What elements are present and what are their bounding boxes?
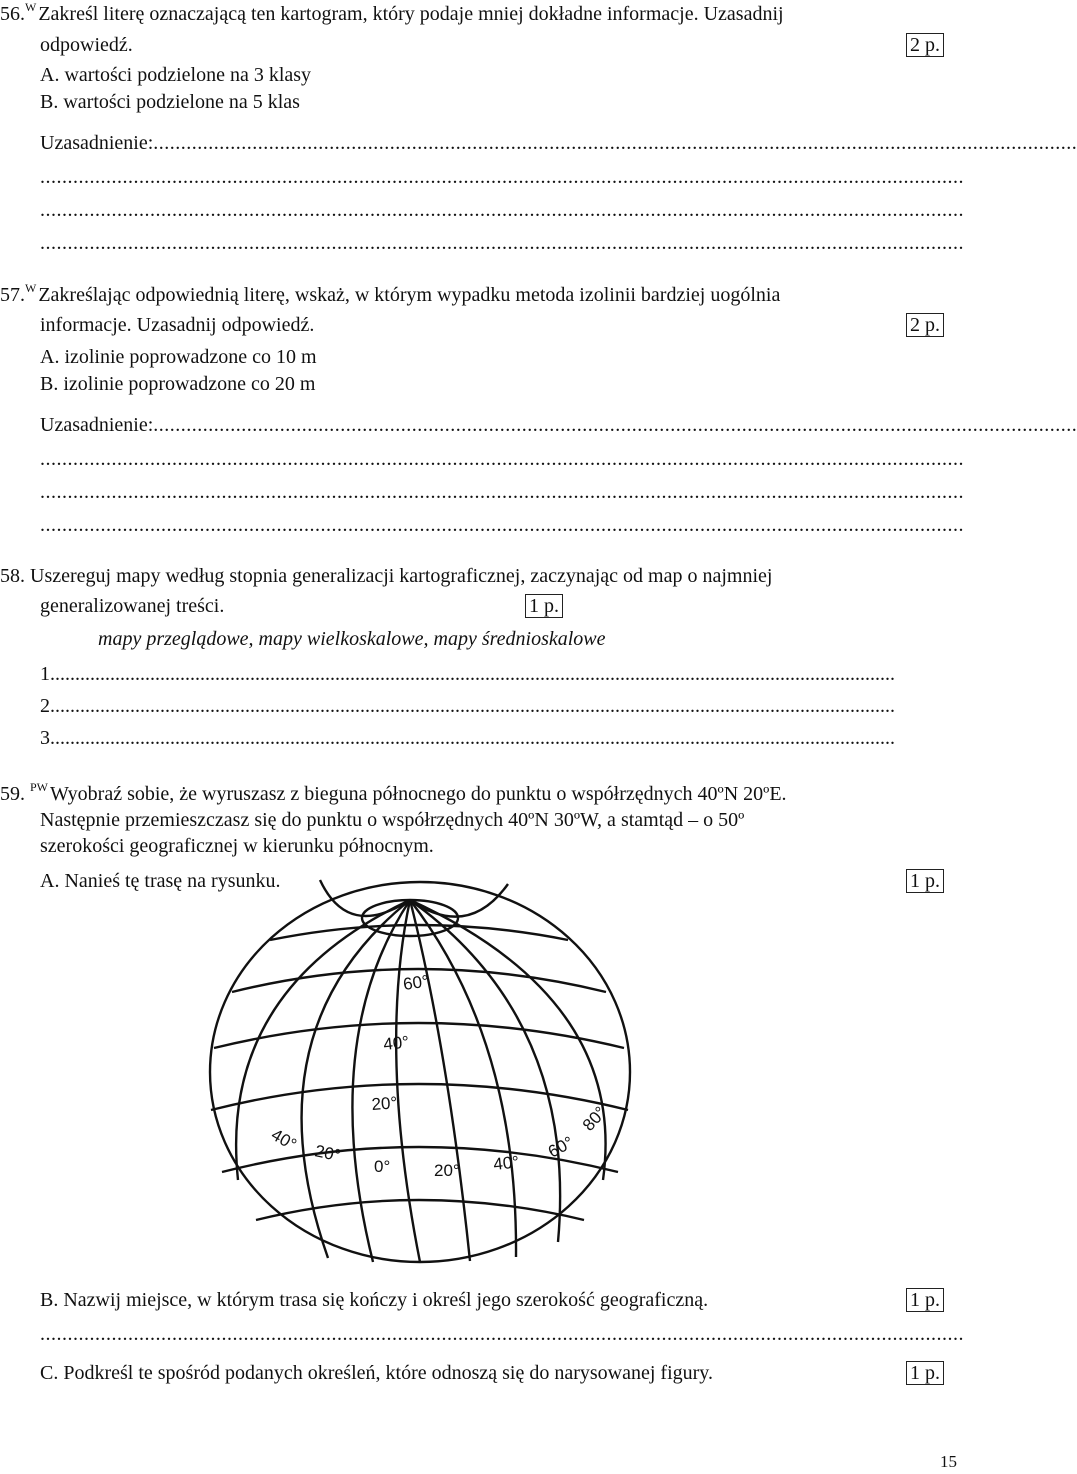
q58-header [0, 564, 772, 588]
q59-header [0, 782, 787, 808]
q59-part-a: A. Nanieś tę trasę na rysunku. [40, 870, 281, 892]
label-lon-20e: 20° [434, 1161, 460, 1180]
label-lat-20: 20° [370, 1093, 398, 1114]
q59-points-a: 1 p. [906, 869, 944, 893]
q56-option-a[interactable]: A. wartości podzielone na 3 klasy [40, 64, 312, 86]
parallel-20 [211, 1084, 628, 1110]
q56-tag: W [25, 0, 37, 14]
parallel-40 [214, 1023, 624, 1048]
meridian-e60 [410, 900, 560, 1242]
answer-dots-line[interactable]: ........................................................................................................................................................................ [40, 514, 964, 536]
q57-header [0, 283, 780, 309]
q58-item-number: 3. [40, 727, 55, 749]
answer-dots-line[interactable]: ........................................................................................................................................................................ [40, 166, 964, 188]
q57-line1: Zakreślając odpowiednią literę, wskaż, w którym wypadku metoda izolinii bardziej uogólnia [38, 284, 781, 306]
q59-number: 59. [0, 783, 25, 805]
q57-number: 57. [0, 284, 25, 306]
q57-justify-label: Uzasadnienie: [40, 414, 154, 436]
q59-line2: Następnie przemieszczasz się do punktu o współrzędnych 40ºN 30ºW, a stamtąd – o 50º [40, 809, 745, 831]
q59-line1: Wyobraź sobie, że wyruszasz z bieguna północnego do punktu o współrzędnych 40ºN 20ºE. [50, 783, 787, 805]
q58-answer-2[interactable] [40, 694, 895, 718]
page-number: 15 [940, 1452, 957, 1471]
q59-part-b: B. Nazwij miejsce, w którym trasa się kończy i określ jego szerokość geograficzną. [40, 1289, 709, 1311]
q58-answer-3[interactable] [40, 726, 895, 750]
q59-points-c: 1 p. [906, 1361, 944, 1385]
q58-dots: ........................................................................................................................................................................ [55, 695, 895, 717]
q57-justify-line[interactable] [40, 413, 1077, 437]
q57-option-a[interactable]: A. izolinie poprowadzone co 10 m [40, 346, 317, 368]
q59-points-b: 1 p. [906, 1288, 944, 1312]
q56-dots: ........................................................................................................................................................................ [153, 132, 1077, 154]
q58-dots: ........................................................................................................................................................................ [55, 727, 895, 749]
q58-item-number: 1. [40, 663, 55, 685]
meridian-w60 [302, 900, 410, 1258]
q57-line2: informacje. Uzasadnij odpowiedź. [40, 314, 315, 336]
q59-tag: PW [30, 780, 48, 794]
label-lon-20w: 20° [313, 1141, 343, 1166]
q57-option-b[interactable]: B. izolinie poprowadzone co 20 m [40, 373, 316, 395]
q58-map-types: mapy przeglądowe, mapy wielkoskalowe, mapy średnioskalowe [98, 628, 606, 650]
label-lon-40e: 40° [492, 1152, 520, 1174]
label-lon-0: 0° [374, 1157, 391, 1176]
q57-points: 2 p. [906, 313, 944, 337]
meridian-0 [396, 900, 420, 1262]
q58-points: 1 p. [525, 594, 563, 618]
q56-line1: Zakreśl literę oznaczającą ten kartogram, który podaje mniej dokładne informacje. Uzasadnij [38, 3, 784, 25]
answer-dots-line[interactable]: ........................................................................................................................................................................ [40, 232, 964, 254]
q56-header [0, 2, 784, 28]
q58-dots: ........................................................................................................................................................................ [55, 663, 895, 685]
parallel-s20 [256, 1200, 584, 1220]
q56-option-b[interactable]: B. wartości podzielone na 5 klas [40, 91, 300, 113]
label-lon-60e: 60° [544, 1132, 577, 1162]
q56-points: 2 p. [906, 33, 944, 57]
label-lon-40w: 40° [268, 1125, 300, 1155]
answer-dots-line[interactable]: ........................................................................................................................................................................ [40, 448, 964, 470]
label-lat-60: 60° [401, 971, 431, 994]
q57-tag: W [25, 281, 37, 295]
q59-line3: szerokości geograficznej w kierunku północnym. [40, 835, 434, 857]
q56-justify-label: Uzasadnienie: [40, 132, 154, 154]
label-lon-80e: 80° [578, 1102, 611, 1135]
q56-line2: odpowiedź. [40, 34, 133, 56]
q58-item-number: 2. [40, 695, 55, 717]
globe-graticule-figure[interactable] [208, 880, 638, 1265]
q56-number: 56. [0, 3, 25, 25]
q56-justify-line[interactable] [40, 131, 1077, 155]
q58-line2: generalizowanej treści. [40, 595, 225, 617]
q59-part-c: C. Podkreśl te spośród podanych określeń, które odnoszą się do narysowanej figury. [40, 1362, 714, 1384]
answer-dots-line[interactable]: ........................................................................................................................................................................ [40, 481, 964, 503]
q58-number: 58. [0, 565, 25, 587]
answer-dots-line[interactable]: ........................................................................................................................................................................ [40, 199, 964, 221]
answer-dots-line[interactable]: ........................................................................................................................................................................ [40, 1323, 964, 1345]
q57-dots: ........................................................................................................................................................................ [153, 414, 1077, 436]
q58-line1: Uszereguj mapy według stopnia generalizacji kartograficznej, zaczynając od map o najmniej [30, 565, 773, 587]
label-lat-40: 40° [382, 1032, 410, 1054]
q58-answer-1[interactable] [40, 662, 895, 686]
meridian-e20 [410, 900, 470, 1261]
